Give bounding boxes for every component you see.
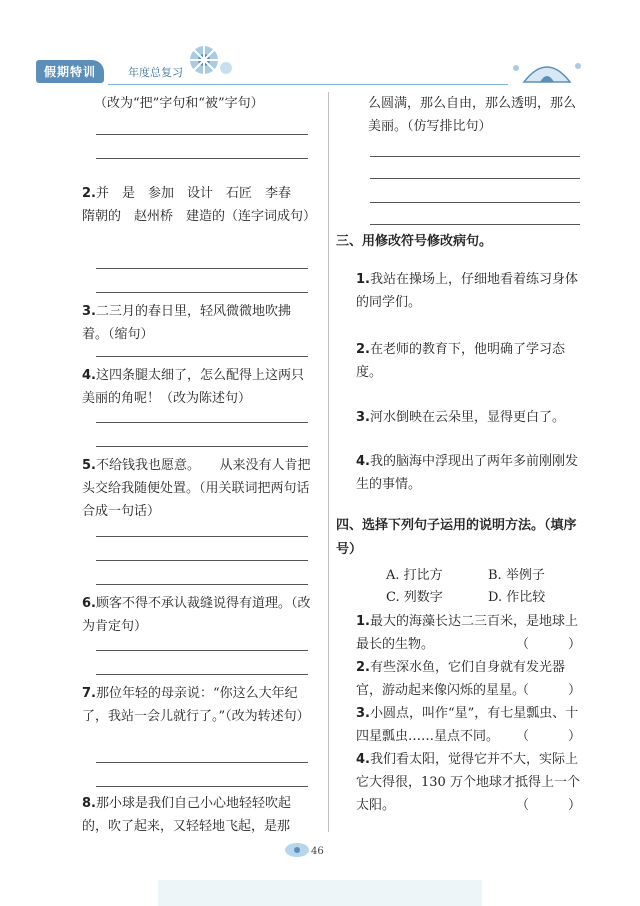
option-d: D. 作比较	[488, 590, 546, 605]
answer-line[interactable]	[96, 762, 308, 763]
answer-line[interactable]	[96, 356, 308, 357]
question-7: 7.那位年轻的母亲说：“你这么大年纪了，我站一会儿就行了。”（改为转述句）	[82, 686, 310, 724]
answer-line[interactable]	[96, 268, 308, 269]
question-8: 8.那小球是我们自己小心地轻轻吹起的，吹了起来，又轻轻地飞起，是那	[82, 796, 291, 834]
option-a: A. 打比方	[386, 568, 443, 583]
answer-line[interactable]	[370, 156, 580, 157]
option-c: C. 列数字	[386, 590, 443, 605]
right-column	[336, 92, 584, 832]
answer-blank[interactable]: （ ）	[516, 798, 582, 813]
answer-line[interactable]	[96, 584, 308, 585]
s4-item-4: 4.我们看太阳，觉得它并不大，实际上它大得很，130 万个地球才抵得上一个太阳。	[356, 752, 580, 813]
snowflake-mascot-icon	[180, 38, 240, 82]
answer-line[interactable]	[96, 536, 308, 537]
section-4-heading: 四、选择下列句子运用的说明方法。（填序号）	[336, 518, 577, 557]
q1-tail: （改为“把”字句和“被”字句）	[94, 96, 264, 111]
header-rule	[108, 84, 508, 85]
answer-line[interactable]	[370, 224, 580, 225]
s3-item-2: 2.在老师的教育下，他明确了学习态度。	[356, 342, 565, 380]
answer-line[interactable]	[96, 158, 308, 159]
header-subtitle: 年度总复习	[128, 66, 183, 79]
answer-blank[interactable]: （ ）	[516, 637, 582, 652]
answer-line[interactable]	[96, 134, 308, 135]
question-6: 6.顾客不得不承认裁缝说得有道理。（改为肯定句）	[82, 596, 311, 634]
left-column	[82, 92, 317, 834]
igloo-icon	[510, 56, 584, 86]
question-5: 5.不给钱我也愿意。 从来没有人肯把头交给我随便处置。（用关联词把两句话合成一句话）	[82, 458, 311, 519]
answer-line[interactable]	[96, 650, 308, 651]
answer-line[interactable]	[96, 560, 308, 561]
s4-item-1: 1.最大的海藻长达二三百米，是地球上最长的生物。	[356, 614, 578, 652]
q8-tail: 么圆满，那么自由，那么透明，那么美丽。（仿写排比句）	[368, 96, 577, 134]
question-4: 4.这四条腿太细了，怎么配得上这两只美丽的角呢！（改为陈述句）	[82, 368, 304, 406]
answer-line[interactable]	[370, 178, 580, 179]
answer-line[interactable]	[96, 422, 308, 423]
answer-line[interactable]	[96, 292, 308, 293]
page-number: 46	[311, 846, 324, 857]
s3-item-3: 3.河水倒映在云朵里，显得更白了。	[356, 410, 565, 425]
column-divider	[328, 92, 329, 832]
question-2: 2.并 是 参加 设计 石匠 李春 隋朝的 赵州桥 建造的（连字词成句）	[82, 186, 317, 224]
section-3-heading: 三、用修改符号修改病句。	[336, 234, 493, 249]
s4-item-3: 3.小圆点，叫作“星”，有七星瓢虫、十四星瓢虫……星点不同。	[356, 706, 579, 744]
answer-blank[interactable]: （ ）	[516, 729, 582, 744]
s4-item-2: 2.有些深水鱼，它们自身就有发光器官，游动起来像闪烁的星星。	[356, 660, 565, 698]
series-badge: 假期特训	[36, 60, 104, 83]
option-b: B. 举例子	[488, 568, 545, 583]
answer-line[interactable]	[96, 786, 308, 787]
s3-item-1: 1.我站在操场上，仔细地看着练习身体的同学们。	[356, 272, 578, 310]
answer-blank[interactable]: （ ）	[516, 683, 582, 698]
s3-item-4: 4.我的脑海中浮现出了两年多前刚刚发生的事情。	[356, 454, 578, 492]
answer-line[interactable]	[96, 674, 308, 675]
page-flower-icon	[284, 840, 310, 860]
footer-band	[158, 880, 482, 906]
question-3: 3.二三月的春日里，轻风微微地吹拂着。（缩句）	[82, 304, 291, 342]
answer-line[interactable]	[370, 202, 580, 203]
answer-line[interactable]	[96, 446, 308, 447]
